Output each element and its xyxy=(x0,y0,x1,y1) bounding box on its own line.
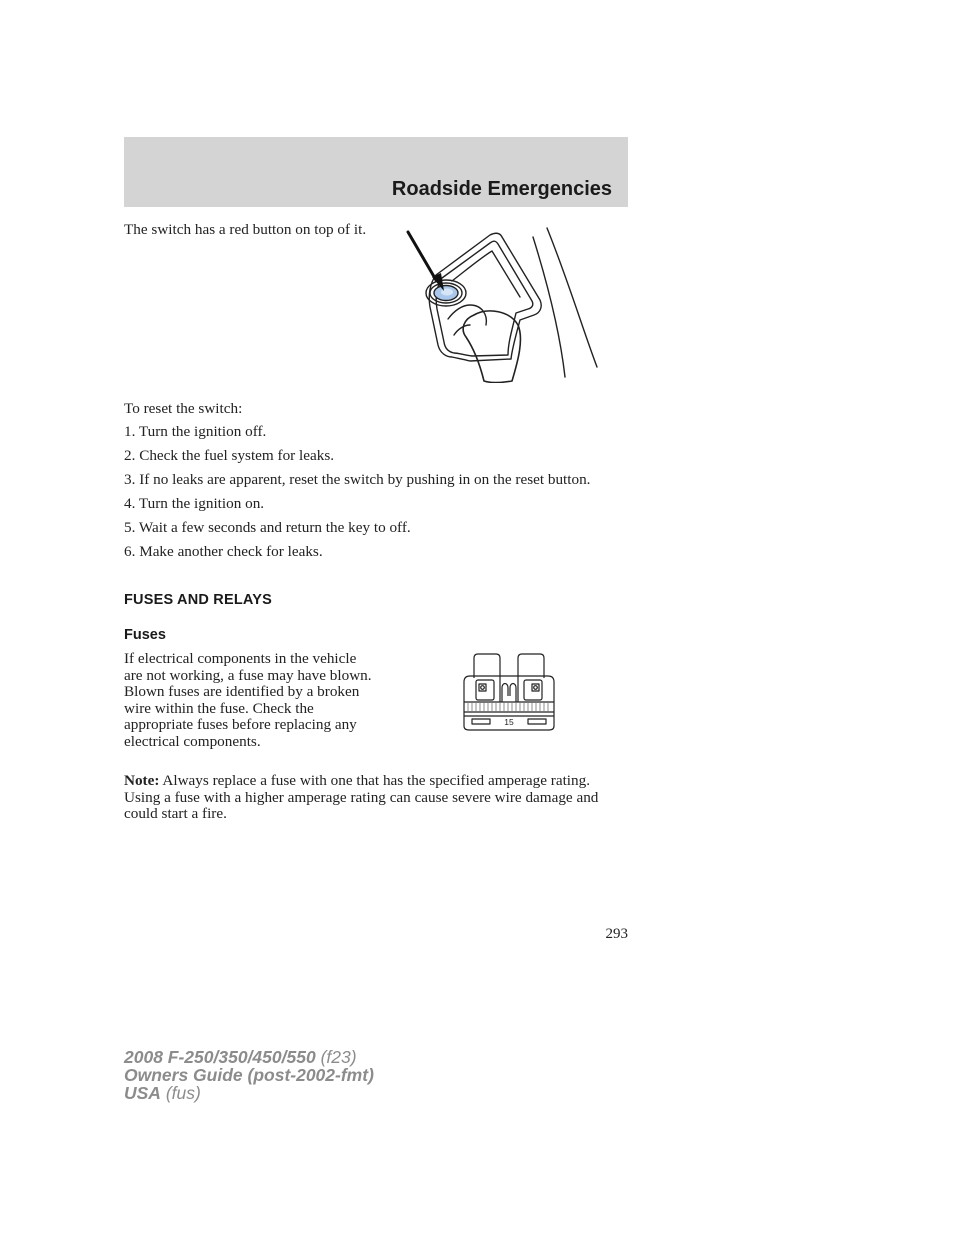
panel-curve-outer xyxy=(547,228,597,367)
footer-model-code: (f23) xyxy=(315,1047,357,1067)
note-paragraph xyxy=(124,773,628,823)
list-item: 2. Check the fuel system for leaks. xyxy=(124,447,335,464)
fuses-subheading: Fuses xyxy=(124,627,166,643)
switch-lever xyxy=(463,311,520,383)
list-item: 5. Wait a few seconds and return the key to off. xyxy=(124,519,411,536)
footer-line-1 xyxy=(124,1048,374,1066)
pointer-arrow xyxy=(408,232,436,280)
document-footer xyxy=(124,1048,374,1102)
fuse-blade-left xyxy=(474,654,500,678)
switch-intro-text: The switch has a red button on top of it. xyxy=(124,221,367,238)
section-header-band xyxy=(124,137,628,207)
footer-model: 2008 F-250/350/450/550 xyxy=(124,1047,316,1067)
footer-line-2: Owners Guide (post-2002-fmt) xyxy=(124,1065,374,1085)
page-number: 293 xyxy=(605,926,628,942)
list-item: 1. Turn the ignition off. xyxy=(124,423,267,440)
reset-heading: To reset the switch: xyxy=(124,400,243,417)
footer-market-code: (fus) xyxy=(160,1083,201,1103)
fuses-paragraph: If electrical components in the vehicle are not working, a fuse may have blown. Blown fuses are identified by a broken wire within the fuse. Check the appropriate fuses before replacing any electrical components. xyxy=(124,650,372,750)
fuses-relays-heading: FUSES AND RELAYS xyxy=(124,592,272,608)
fuel-pump-shutoff-switch-illustration xyxy=(400,225,610,383)
panel-curve-inner xyxy=(533,237,565,377)
note-text: Always replace a fuse with one that has the specified amperage rating. Using a fuse with a higher amperage rating can cause severe wire damage and could start a fire. xyxy=(124,772,599,822)
note-label: Note: xyxy=(124,772,160,789)
reset-steps-list xyxy=(124,424,628,568)
list-item: 3. If no leaks are apparent, reset the switch by pushing in on the reset button. xyxy=(124,471,591,488)
section-title: Roadside Emergencies xyxy=(391,178,612,200)
fuse-blade-right xyxy=(518,654,544,678)
footer-line-3 xyxy=(124,1084,374,1102)
footer-market: USA xyxy=(124,1083,161,1103)
list-item: 4. Turn the ignition on. xyxy=(124,495,265,512)
blade-fuse-illustration xyxy=(462,652,556,734)
fuse-rating-label: 15 xyxy=(504,717,514,727)
list-item: 6. Make another check for leaks. xyxy=(124,543,323,560)
